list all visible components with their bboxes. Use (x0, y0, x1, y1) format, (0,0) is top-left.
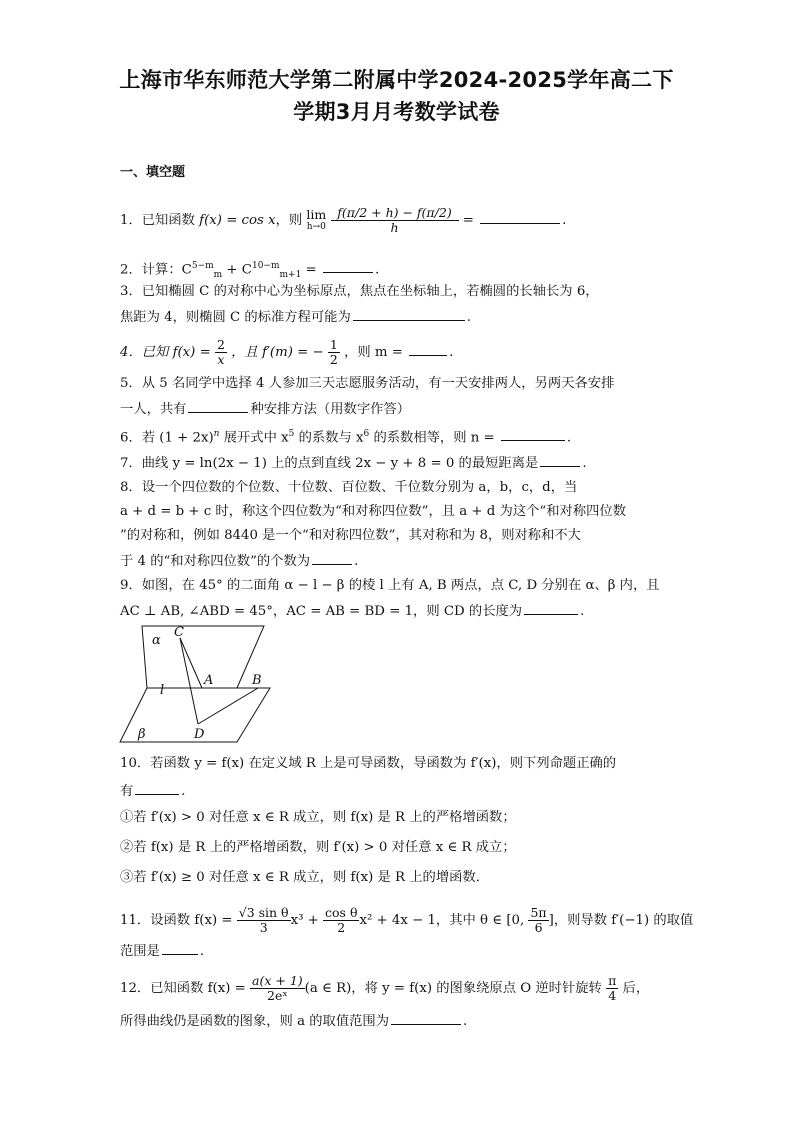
question-8-line-2: a + d = b + c 时，称这个四位数为“和对称四位数”，且 a + d 为这个“和对称四位数 (120, 504, 627, 519)
label-beta: β (138, 727, 146, 742)
dihedral-angle-diagram (112, 622, 282, 750)
question-9-line-1: 9．如图，在 45° 的二面角 α − l − β 的棱 l 上有 A, B 两点，点 C, D 分别在 α、β 内，且 (120, 578, 660, 593)
exam-title-line-2: 学期3月月考数学试卷 (293, 100, 500, 124)
label-C: C (174, 625, 184, 640)
segment-CA (180, 638, 202, 688)
answer-blank-12[interactable] (391, 1010, 461, 1025)
answer-blank-2[interactable] (323, 258, 373, 273)
question-10-option-3: ③若 f′(x) ≥ 0 对任意 x ∈ R 成立，则 f(x) 是 R 上的增函数． (120, 870, 490, 885)
question-10-option-2: ②若 f(x) 是 R 上的严格增函数，则 f′(x) > 0 对任意 x ∈ R 成立； (120, 840, 516, 855)
answer-blank-8[interactable] (312, 550, 352, 565)
question-10-option-1: ①若 f′(x) > 0 对任意 x ∈ R 成立，则 f(x) 是 R 上的严格增函数； (120, 810, 516, 825)
difference-quotient: $\frac{f(\pi/2 + h) - f(\pi/2)}{h}$ (331, 206, 459, 235)
question-3-line-2: 焦距为 4，则椭圆 C 的标准方程可能为 . (120, 306, 680, 328)
segment-DB (198, 688, 258, 724)
exam-title-line-1: 上海市华东师范大学第二附属中学2024-2025学年高二下 (119, 68, 674, 92)
answer-blank-4[interactable] (409, 341, 447, 356)
question-5-line-1: 5．从 5 名同学中选择 4 人参加三天志愿服务活动，有一天安排两人，另两天各安排 (120, 376, 615, 391)
answer-blank-1[interactable] (480, 209, 560, 224)
segment-CD (180, 638, 198, 724)
question-5-line-2: 一人，共有 种安排方法（用数字作答） (120, 398, 680, 420)
label-A: A (204, 673, 214, 688)
question-10-line-1: 10．若函数 y = f(x) 在定义域 R 上是可导函数，导函数为 f′(x)，则下列命题正确的 (120, 756, 617, 771)
question-11-line-2: 范围是 . (120, 940, 680, 962)
answer-blank-6[interactable] (501, 426, 565, 441)
question-12-line-2: 所得曲线仍是函数的图象，则 a 的取值范围为 . (120, 1010, 680, 1032)
question-6: 6．若 $(1 + 2x)^n$ 展开式中 $x^5$ 的系数与 $x^6$ 的系数相等，则 n = . (120, 424, 680, 448)
label-B: B (252, 673, 262, 688)
question-11: 11．设函数 f(x) = $\frac{\text{√3 sin θ}}{3}$ x³ + $\frac{\text{cos θ}}{2}$ x² + 4x − 1，其中 θ ∈ [0, $\frac{5\pi}{6}$ ]，则导数 f′(−1) 的取值 (120, 905, 694, 935)
answer-blank-10[interactable] (135, 780, 179, 795)
question-12: 12．已知函数 f(x) = $\frac{a(x + 1)}{\text{2eˣ}}$ (a ∈ R)，将 y = f(x) 的图象绕原点 O 逆时针旋转 $\frac{\pi}{4}$ 后， (120, 973, 650, 1003)
question-10-line-2: 有 . (120, 780, 680, 802)
answer-blank-5[interactable] (188, 398, 248, 413)
label-D: D (194, 727, 205, 742)
answer-blank-9[interactable] (524, 600, 578, 615)
answer-blank-7[interactable] (540, 452, 580, 467)
label-alpha: α (152, 633, 161, 648)
limit-operator: lim h→0 (306, 206, 327, 232)
question-8-line-3: ”的对称和，例如 8440 是一个“和对称四位数”，其对称和为 8，则对称和不大 (120, 528, 581, 543)
label-l: l (160, 683, 165, 698)
question-3-line-1: 3．已知椭圆 C 的对称中心为坐标原点，焦点在坐标轴上，若椭圆的长轴长为 6， (120, 284, 599, 299)
answer-blank-11[interactable] (162, 940, 198, 955)
question-8-line-1: 8．设一个四位数的个位数、十位数、百位数、千位数分别为 a，b，c，d，当 (120, 480, 578, 495)
question-7: 7．曲线 y = ln(2x − 1) 上的点到直线 2x − y + 8 = 0 的最短距离是 . (120, 452, 680, 474)
answer-blank-3[interactable] (353, 306, 465, 321)
question-9-line-2: AC ⊥ AB, ∠ABD = 45°，AC = AB = BD = 1，则 CD 的长度为 . (120, 600, 680, 622)
section-heading: 一、填空题 (120, 165, 186, 180)
question-4: 4．已知 f(x) = $\frac{2}{x}$ ，且 f′(m) = − $\frac{1}{2}$ ，则 m = . (120, 337, 454, 367)
question-2: 2．计算：$C^{5-m}_m + C^{10-m}_{m+1}$ = . (120, 256, 680, 285)
question-1: 1．已知函数 f(x) = cos x，则 lim h→0 $\frac{f(\pi/2 + h) - f(\pi/2)}{h}$ = . (120, 205, 567, 235)
question-8-line-4: 于 4 的“和对称四位数”的个数为 . (120, 550, 680, 572)
